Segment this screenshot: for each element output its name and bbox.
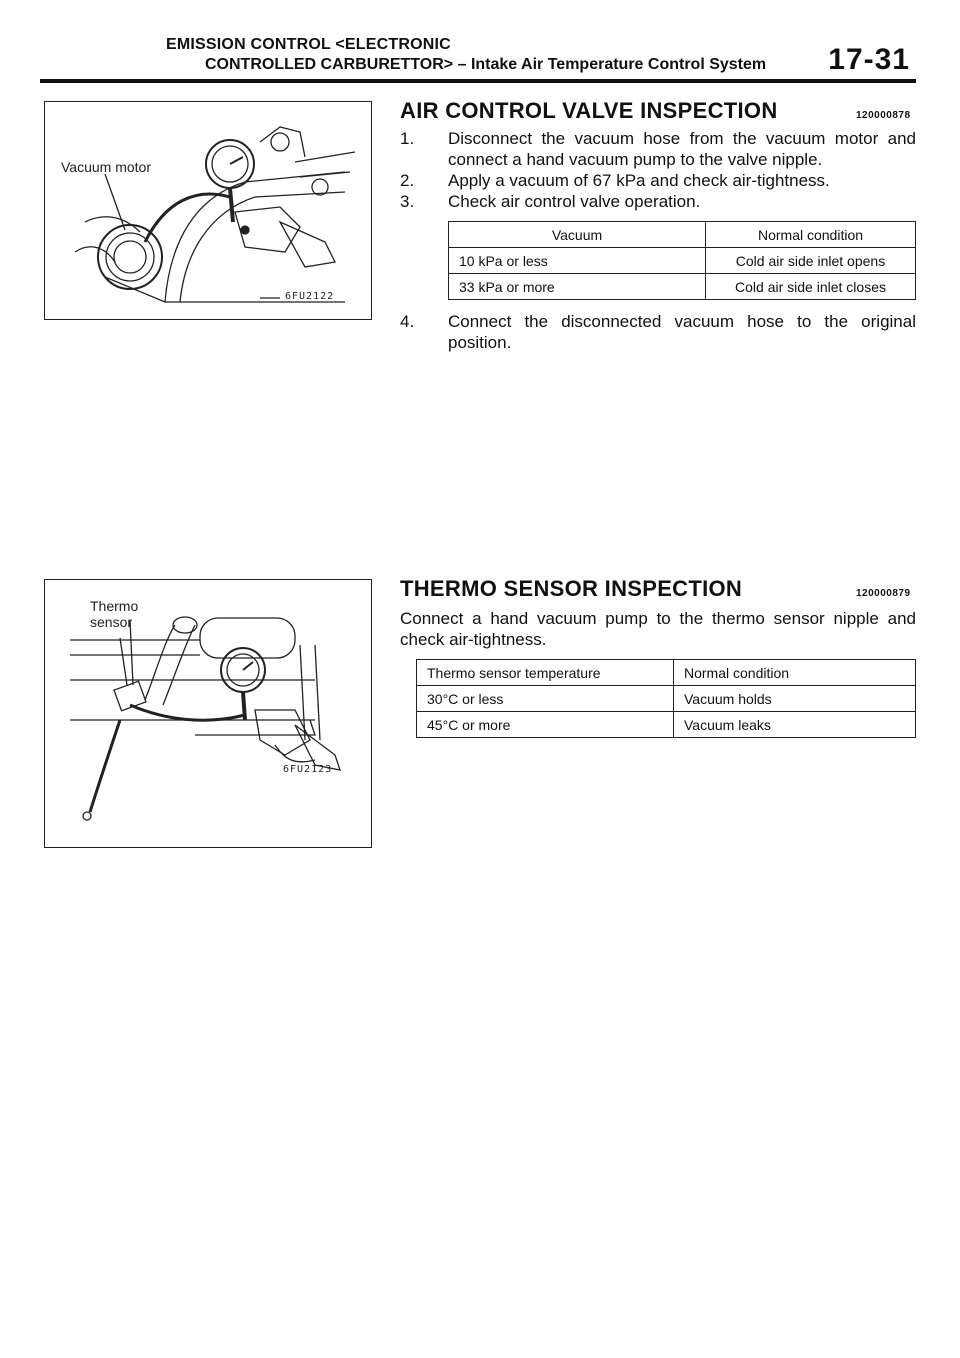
step-1: [400, 128, 916, 170]
header-title-line1: EMISSION CONTROL <ELECTRONIC: [166, 36, 451, 53]
vacuum-motor-label: Vacuum motor: [61, 159, 151, 175]
table-row: [449, 274, 916, 300]
step-text: Connect the disconnected vacuum hose to the original position.: [448, 312, 916, 352]
figure-vacuum-motor: [44, 101, 372, 320]
thermo-label-line2: sensor: [90, 614, 133, 630]
step-text: Check air control valve operation.: [448, 192, 701, 211]
step-number: 2.: [400, 171, 415, 190]
header-rule: [40, 79, 916, 83]
step-number: 1.: [400, 129, 415, 148]
table-header: Normal condition: [706, 222, 916, 248]
table-cell: Cold air side inlet closes: [706, 274, 916, 300]
table-cell: 10 kPa or less: [449, 248, 706, 274]
table-cell: Vacuum leaks: [674, 712, 916, 738]
step-4: [400, 311, 916, 353]
inspection-steps: [400, 128, 916, 212]
table-cell: Cold air side inlet opens: [706, 248, 916, 274]
table-header: Thermo sensor temperature: [417, 660, 674, 686]
step-number: 4.: [400, 312, 415, 331]
figure-code: 6FU2122: [285, 291, 335, 302]
section-title-air-control: AIR CONTROL VALVE INSPECTION: [400, 98, 778, 123]
step-2: [400, 170, 916, 191]
table-row: [417, 686, 916, 712]
figure-thermo-sensor: [44, 579, 372, 848]
table-header: Normal condition: [674, 660, 916, 686]
step-number: 3.: [400, 192, 415, 211]
inspection-steps-final: [400, 311, 916, 353]
table-cell: 33 kPa or more: [449, 274, 706, 300]
thermo-sensor-table: [416, 659, 916, 738]
thermo-sensor-instructions: Connect a hand vacuum pump to the thermo sensor nipple and check air-tightness.: [400, 609, 916, 649]
table-header-row: [417, 660, 916, 686]
header-title-line2: CONTROLLED CARBURETTOR> – Intake Air Temperature Control System: [205, 56, 767, 73]
table-header-row: [449, 222, 916, 248]
table-header: Vacuum: [449, 222, 706, 248]
step-text: Disconnect the vacuum hose from the vacuum motor and connect a hand vacuum pump to the valve nipple.: [448, 129, 916, 169]
table-cell: 30°C or less: [417, 686, 674, 712]
air-control-table: [448, 221, 916, 300]
page-number: 17-31: [828, 43, 910, 76]
figure-code: 6FU2123: [283, 764, 333, 775]
section-title-thermo-sensor: THERMO SENSOR INSPECTION: [400, 576, 743, 601]
table-cell: Vacuum holds: [674, 686, 916, 712]
table-row: [449, 248, 916, 274]
thermo-label-line1: Thermo: [90, 598, 139, 614]
table-cell: 45°C or more: [417, 712, 674, 738]
section-code: 120000878: [856, 110, 911, 121]
vacuum-motor-illustration: [45, 102, 371, 319]
step-text: Apply a vacuum of 67 kPa and check air-tightness.: [448, 171, 830, 190]
section-code: 120000879: [856, 588, 911, 599]
step-3: [400, 191, 916, 212]
table-row: [417, 712, 916, 738]
